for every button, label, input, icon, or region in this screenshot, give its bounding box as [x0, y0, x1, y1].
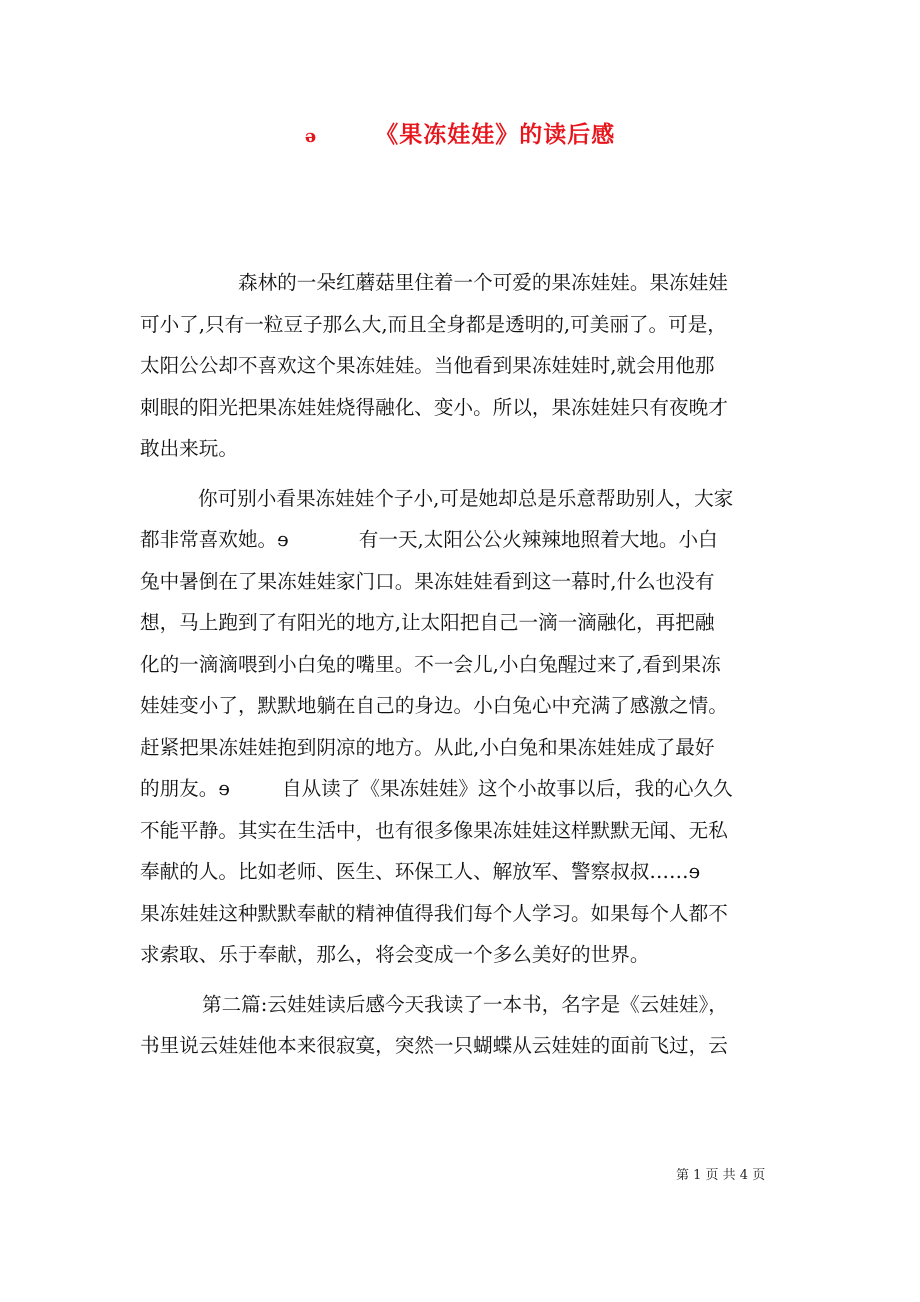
paragraph-line: 刺眼的阳光把果冻娃娃烧得融化、变小。所以，果冻娃娃只有夜晚才 — [140, 395, 728, 419]
paragraph-line: 想，马上跑到了有阳光的地方,让太阳把自己一滴一滴融化，再把融 — [140, 611, 715, 634]
paragraph-line: 可小了,只有一粒豆子那么大,而且全身都是透明的,可美丽了。可是， — [140, 312, 727, 336]
paragraph-segment: 的朋友。ɘ — [140, 777, 230, 800]
paragraph-segment: 都非常喜欢她。ɘ — [140, 528, 289, 551]
paragraph-segment: 有一天,太阳公公火辣辣地照着大地。小白 — [358, 528, 718, 551]
paragraph-line: 森林的一朵红蘑菇里住着一个可爱的果冻娃娃。果冻娃娃 — [238, 271, 728, 294]
page-footer: 第 1 页 共 4 页 — [676, 1168, 766, 1183]
paragraph-line: 求索取、乐于奉献，那么，将会变成一个多么美好的世界。 — [140, 943, 650, 966]
paragraph-line: 你可别小看果冻娃娃个子小,可是她却总是乐意帮助别人，大家 — [198, 486, 734, 510]
document-body — [140, 262, 786, 1067]
paragraph-line: 太阳公公却不喜欢这个果冻娃娃。当他看到果冻娃娃时,就会用他那 — [140, 354, 715, 377]
paragraph-line: 第二篇:云娃娃读后感今天我读了一本书，名字是《云娃娃》， — [202, 992, 728, 1016]
paragraph-line — [140, 768, 786, 810]
paragraph-line: 奉献的人。比如老师、医生、环保工人、解放军、警察叔叔……ɘ — [140, 860, 701, 883]
paragraph-line: 书里说云娃娃他本来很寂寞，突然一只蝴蝶从云娃娃的面前飞过，云 — [140, 1034, 728, 1057]
paragraph-line: 果冻娃娃这种默默奉献的精神值得我们每个人学习。如果每个人都不 — [140, 901, 728, 925]
paragraph-line: 化的一滴滴喂到小白兔的嘴里。不一会儿,小白兔醒过来了,看到果冻 — [140, 652, 721, 676]
paragraph-line — [140, 519, 786, 561]
document-title — [0, 116, 920, 149]
title-mark: ə — [304, 126, 318, 147]
paragraph-line: 敢出来玩。 — [140, 437, 238, 460]
paragraph-line: 兔中暑倒在了果冻娃娃家门口。果冻娃娃看到这一幕时,什么也没有 — [140, 569, 715, 593]
paragraph-line: 赶紧把果冻娃娃抱到阴凉的地方。从此,小白兔和果冻娃娃成了最好 — [140, 735, 715, 759]
paragraph-segment: 自从读了《果冻娃娃》这个小故事以后，我的心久久 — [281, 777, 733, 800]
paragraph-line: 娃娃变小了，默默地躺在自己的身边。小白兔心中充满了感激之情。 — [140, 694, 728, 717]
paragraph-spacer — [140, 470, 786, 478]
title-text: 《果冻娃娃》的读后感 — [375, 121, 616, 148]
paragraph-line: 不能平静。其实在生活中，也有很多像果冻娃娃这样默默无闻、无私 — [140, 818, 728, 842]
paragraph-spacer — [140, 976, 786, 984]
